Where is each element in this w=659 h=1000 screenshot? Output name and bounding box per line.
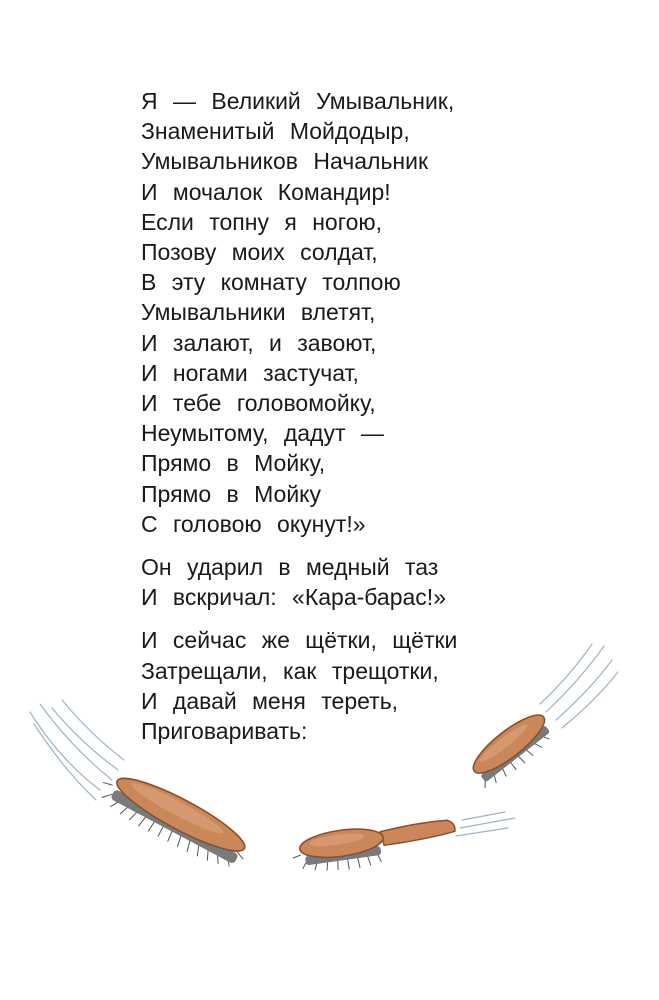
poem-line: С головою окунут!»	[141, 510, 366, 537]
poem-line: Если топну я ногою,	[141, 208, 383, 235]
poem-line: Позову моих солдат,	[141, 239, 378, 266]
poem-line: Затрещали, как трещотки,	[141, 657, 439, 684]
poem-line: Я — Великий Умывальник,	[141, 88, 455, 114]
motion-lines-left	[30, 700, 124, 800]
left-brush	[93, 762, 255, 877]
stanza-2	[141, 552, 621, 612]
poem-line: И залают, и завоют,	[141, 329, 377, 356]
poem-line: И мочалок Командир!	[141, 178, 391, 205]
poem-line: И тебе головомойку,	[141, 390, 376, 417]
poem-line: В эту комнату толпою	[141, 269, 401, 296]
poem-line: И вскричал: «Кара-барас!»	[141, 584, 446, 611]
stanza-3	[141, 625, 621, 746]
middle-brush	[290, 814, 458, 876]
poem-line: Неумытому, дадут —	[141, 420, 384, 447]
poem-line: И ногами застучат,	[141, 359, 359, 386]
poem-line: Прямо в Мойку	[141, 480, 321, 507]
poem-line: Он ударил в медный таз	[141, 554, 439, 581]
poem-line: Приговаривать:	[141, 718, 308, 745]
poem-text	[141, 86, 621, 746]
poem-line: Умывальники влетят,	[141, 299, 376, 326]
poem-line: Знаменитый Мойдодыр,	[141, 118, 410, 145]
poem-line: Умывальников Начальник	[141, 148, 429, 175]
motion-lines-middle	[456, 812, 515, 836]
poem-line: И давай меня тереть,	[141, 687, 399, 714]
poem-line: И сейчас же щётки, щётки	[141, 627, 458, 654]
stanza-1	[141, 86, 621, 539]
poem-line: Прямо в Мойку,	[141, 450, 326, 477]
